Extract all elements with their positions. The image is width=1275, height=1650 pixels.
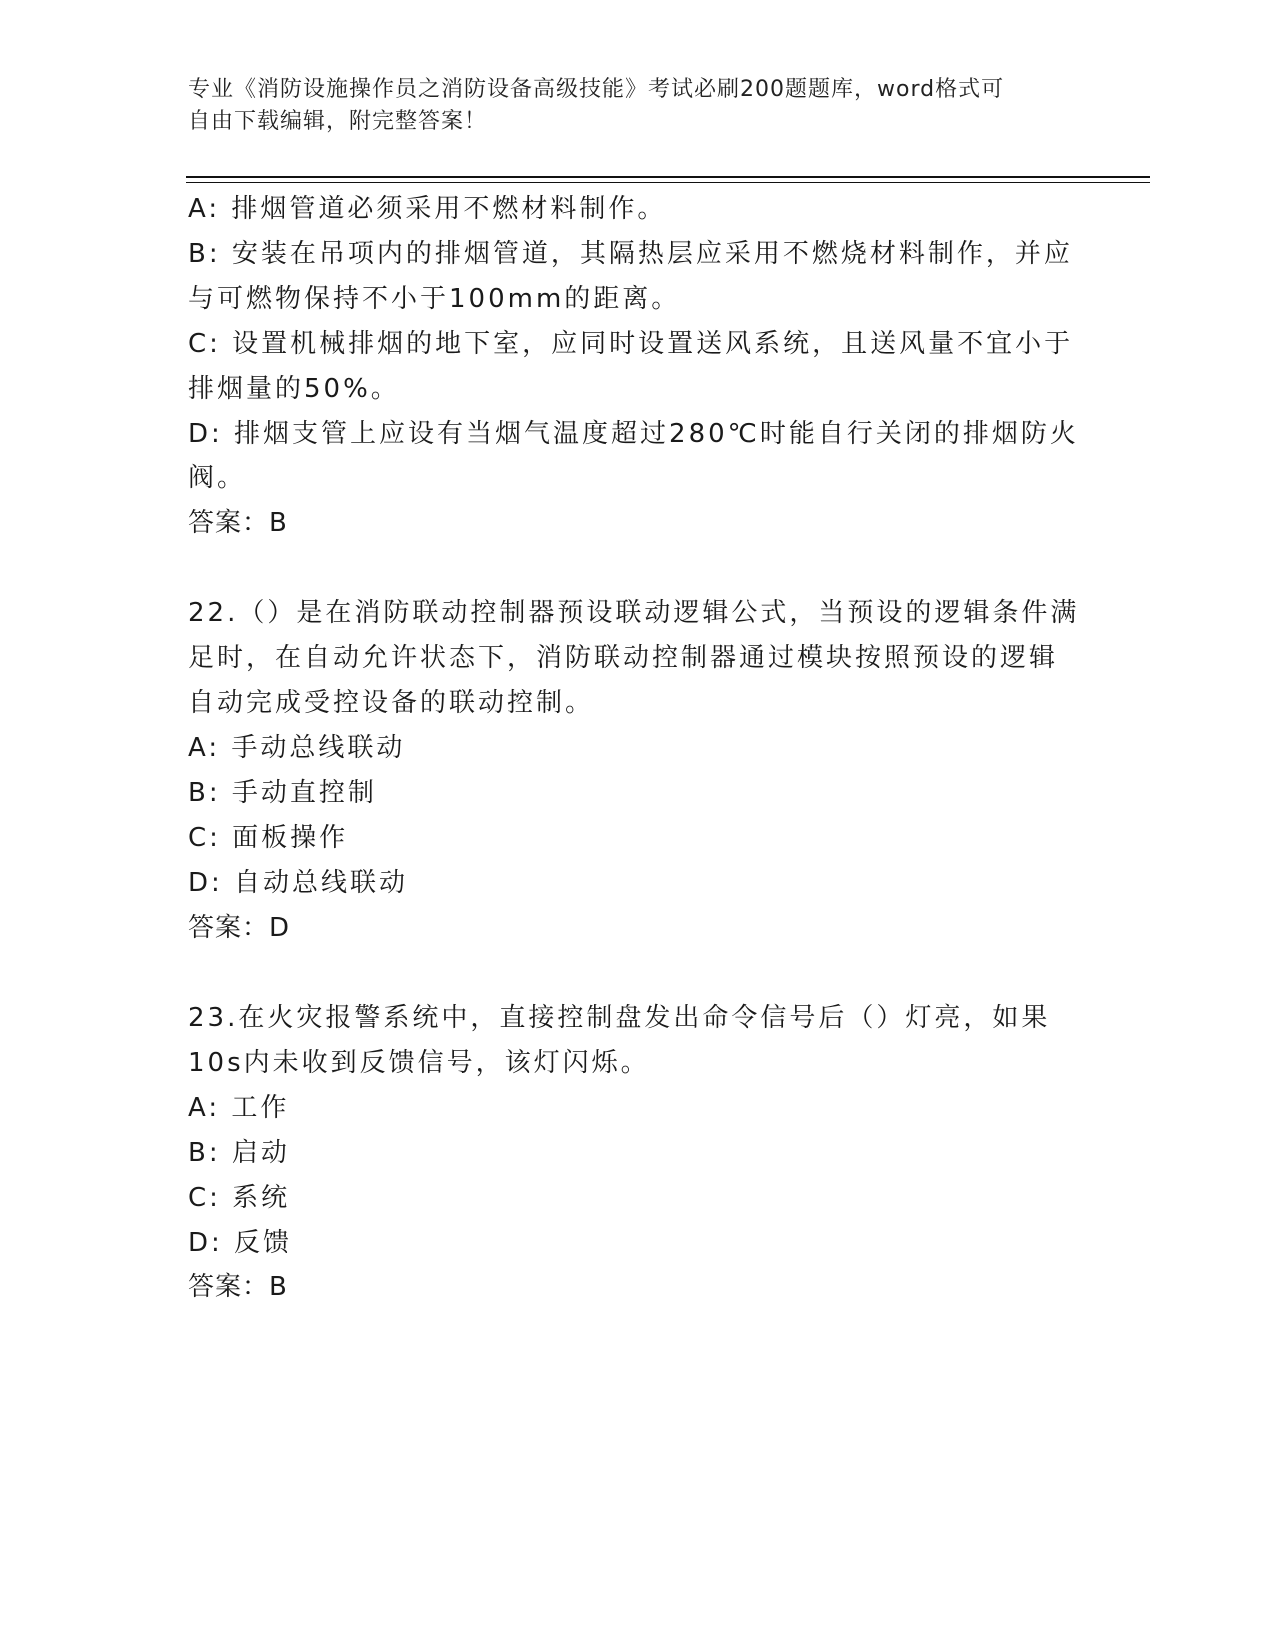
header-line-2: 自由下载编辑，附完整答案！ (188, 109, 488, 134)
q22-option-a: A: 手动总线联动 (188, 733, 406, 763)
q22-stem-line-1: 22.（）是在消防联动控制器预设联动逻辑公式，当预设的逻辑条件满 (188, 598, 1080, 628)
q21-option-a: A: 排烟管道必须采用不燃材料制作。 (188, 194, 667, 224)
q21-option-c-line-1: C: 设置机械排烟的地下室，应同时设置送风系统，且送风量不宜小于 (188, 329, 1074, 359)
q21-option-b-line-2: 与可燃物保持不小于100mm的距离。 (188, 284, 681, 314)
q22-answer: 答案：D (188, 913, 291, 943)
q22-stem-line-3: 自动完成受控设备的联动控制。 (188, 688, 595, 718)
q21-option-c-line-2: 排烟量的50%。 (188, 374, 400, 404)
q23-stem-line-2: 10s内未收到反馈信号，该灯闪烁。 (188, 1048, 650, 1078)
q21-option-d-line-2: 阀。 (188, 463, 247, 493)
q23-option-c: C: 系统 (188, 1183, 291, 1213)
q21-option-b-line-1: B: 安装在吊项内的排烟管道，其隔热层应采用不燃烧材料制作，并应 (188, 239, 1073, 269)
q22-stem-line-2: 足时，在自动允许状态下，消防联动控制器通过模块按照预设的逻辑 (188, 643, 1059, 673)
q23-option-a: A: 工作 (188, 1093, 290, 1123)
q23-option-b: B: 启动 (188, 1138, 290, 1168)
q21-answer: 答案：B (188, 508, 288, 538)
page-header (188, 74, 1078, 138)
q23-stem-line-1: 23.在火灾报警系统中，直接控制盘发出命令信号后（）灯亮，如果 (188, 1003, 1051, 1033)
header-line-1: 专业《消防设施操作员之消防设备高级技能》考试必刷200题题库，word格式可 (188, 77, 1005, 102)
q22-option-b: B: 手动直控制 (188, 778, 377, 808)
q23-answer: 答案：B (188, 1272, 288, 1302)
header-divider (186, 176, 1150, 183)
q21-option-d-line-1: D: 排烟支管上应设有当烟气温度超过280℃时能自行关闭的排烟防火 (188, 419, 1079, 449)
q22-option-d: D: 自动总线联动 (188, 868, 409, 898)
q22-option-c: C: 面板操作 (188, 823, 349, 853)
q23-option-d: D: 反馈 (188, 1228, 293, 1258)
